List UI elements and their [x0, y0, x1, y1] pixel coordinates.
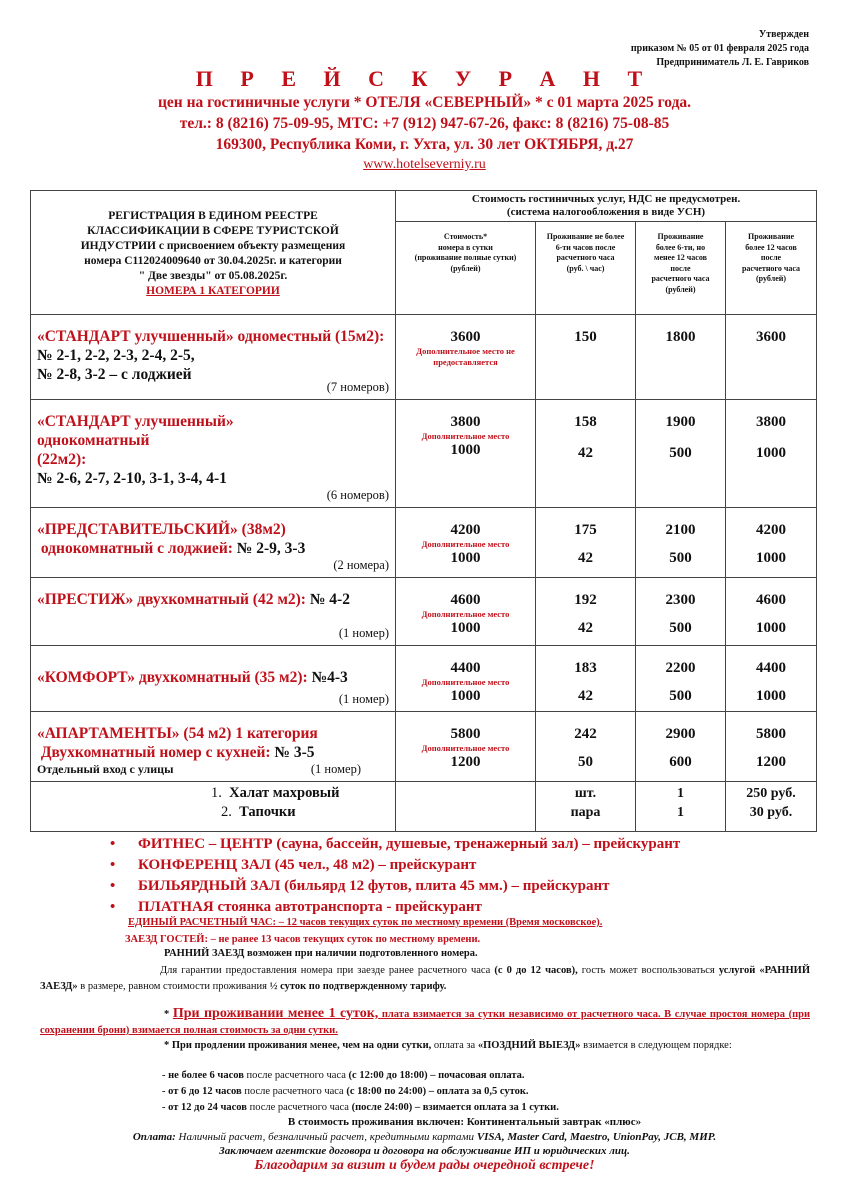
registration-line: КЛАССИФИКАЦИИ В СФЕРЕ ТУРИСТСКОЙ [87, 225, 339, 237]
room-numbers: № 3-5 [274, 744, 315, 761]
price-daily [396, 712, 536, 782]
addon-qty: 1 [677, 805, 684, 820]
table-row [31, 315, 817, 400]
tier-item [162, 1068, 849, 1084]
less-than-day-rule [40, 1006, 810, 1039]
price-value: 3800 [450, 414, 481, 430]
price-hourly [536, 646, 636, 712]
extra-price: 1000 [756, 445, 786, 461]
tier-bold: (с 12:00 до 18:00) – почасовая оплата. [348, 1070, 525, 1081]
col-line: расчетного часа [651, 274, 710, 283]
col-line: (рублей) [450, 263, 481, 273]
room-name: «ПРЕСТИЖ» двухкомнатный (42 м2): [37, 591, 306, 608]
price-hourly [536, 578, 636, 646]
tier-bold: - от 12 до 24 часов [162, 1102, 247, 1113]
room-name: «ПРЕДСТАВИТЕЛЬСКИЙ» (38м2) [37, 521, 286, 538]
room-numbers: № 2-9, 3-3 [236, 540, 306, 557]
col-line: (рублей) [756, 274, 787, 283]
extra-price: 1000 [450, 688, 481, 704]
price-value: 5800 [450, 726, 481, 742]
price-hourly: 150 [536, 315, 636, 400]
agent-contracts-note: Заключаем агентские договора и договора на обслуживание ИП и юридических лиц. [219, 1145, 630, 1157]
column-header-6-12h [636, 222, 726, 315]
approval-title: Утвержден [758, 29, 809, 40]
table-row [31, 578, 817, 646]
extra-price: 1200 [450, 754, 481, 770]
price-value: 2100 [665, 522, 696, 538]
service-item-parking: • ПЛАТНАЯ стоянка автотранспорта - прейскурант [110, 897, 680, 918]
text: услугой «РАННИЙ ЗАЕЗД» [40, 965, 810, 992]
table-header-row [31, 191, 817, 222]
payment-text: Наличный расчет, безналичный расчет, кредитными картами [175, 1131, 477, 1143]
room-count: (1 номер) [338, 626, 389, 640]
tier-text: после расчетного часа [246, 1102, 352, 1113]
tier-bold: - от 6 до 12 часов [162, 1086, 242, 1097]
extra-bed-label: Дополнительное место [421, 677, 510, 687]
payment-cards: VISA, Master Card, Maestro, UnionPay, JCB, МИР. [476, 1131, 717, 1143]
col-line: после [670, 263, 691, 273]
column-header-hourly [536, 222, 636, 315]
column-header-daily [396, 222, 536, 315]
room-area: (22м2): [37, 451, 87, 468]
contact-phones: тел.: 8 (8216) 75-09-95, МТС: +7 (912) 947-67-26, факс: 8 (8216) 75-08-85 [179, 115, 670, 132]
addon-index: 2. [221, 804, 232, 820]
price-daily [396, 400, 536, 508]
room-count: (1 номер) [338, 692, 389, 706]
room-numbers: № 2-8, 3-2 – с лоджией [37, 366, 192, 383]
room-prestige [31, 578, 396, 646]
price-value: 4600 [756, 592, 786, 608]
addon-qty: 1 [677, 786, 684, 801]
room-note: Отдельный вход с улицы [37, 762, 174, 776]
room-name: «АПАРТАМЕНТЫ» (54 м2) 1 категория [37, 725, 318, 742]
price-6-12h [636, 508, 726, 578]
table-row [31, 646, 817, 712]
less-than-day-lead: При проживании менее 1 суток, [172, 1006, 379, 1021]
room-name: «СТАНДАРТ улучшенный» одноместный (15м2): [37, 328, 385, 345]
approval-stamp [631, 28, 809, 70]
text: взимается в следующем порядке: [580, 1040, 732, 1051]
price-value: 183 [574, 660, 597, 676]
text: «ПОЗДНИЙ ВЫЕЗД» [477, 1040, 581, 1051]
late-checkout-rule [40, 1038, 810, 1054]
document-header [0, 66, 849, 175]
checkout-hour: ЕДИНЫЙ РАСЧЕТНЫЙ ЧАС: – 12 часов текущих суток по местному времени (Время московское). [128, 917, 603, 928]
room-standard-single [31, 315, 396, 400]
price-value: 1900 [665, 414, 696, 430]
room-numbers: № 2-6, 2-7, 2-10, 3-1, 3-4, 4-1 [37, 470, 227, 487]
room-type: однокомнатный с лоджией: [40, 540, 233, 557]
price-12h-plus [726, 646, 817, 712]
late-checkout-tiers [162, 1068, 849, 1116]
document-subtitle: цен на гостиничные услуги * ОТЕЛЯ «СЕВЕРНЫЙ» * с 01 марта 2025 года. [157, 94, 692, 111]
room-type: однокомнатный [37, 432, 150, 449]
addon-prices [726, 782, 817, 832]
price-daily [396, 508, 536, 578]
text: гость может воспользоваться [577, 965, 719, 976]
col-line: номера в сутки [438, 242, 493, 252]
room-count: (2 номера) [333, 558, 389, 572]
price-hourly [536, 712, 636, 782]
price-value: 158 [574, 414, 597, 430]
service-item-conference: • КОНФЕРЕНЦ ЗАЛ (45 чел., 48 м2) – прейскурант [110, 855, 680, 876]
price-12h-plus [726, 508, 817, 578]
addon-units [536, 782, 636, 832]
registration-info [31, 191, 396, 315]
addon-name: Халат махровый [229, 785, 340, 801]
addon-empty-cell [396, 782, 536, 832]
extra-price: 1000 [450, 442, 481, 458]
extra-price: 600 [669, 754, 692, 770]
col-line: более 6-ти, но [655, 242, 706, 252]
price-12h-plus [726, 578, 817, 646]
price-value: 3800 [756, 414, 786, 430]
asterisk: * [164, 1009, 173, 1020]
price-6-12h [636, 400, 726, 508]
early-checkin-text: возможен при наличии подготовленного номера. [244, 948, 478, 959]
service-item-billiards: • БИЛЬЯРДНЫЙ ЗАЛ (бильярд 12 футов, плита 45 мм.) – прейскурант [110, 876, 680, 897]
col-line: Стоимость* [443, 232, 488, 241]
room-representative [31, 508, 396, 578]
approval-signatory: Предприниматель Л. Е. Гавриков [656, 57, 809, 68]
col-line: (руб. \ час) [566, 263, 605, 273]
room-count: (7 номеров) [326, 380, 389, 394]
price-value: 4200 [756, 522, 786, 538]
extra-price: 42 [578, 620, 593, 636]
col-line: (рублей) [665, 284, 696, 294]
text: оплата за [431, 1040, 478, 1051]
addon-name: Тапочки [239, 804, 296, 820]
extra-bed-label: Дополнительное место [421, 609, 510, 619]
col-line: Проживание [657, 232, 704, 241]
extra-price: 500 [669, 445, 692, 461]
less-than-day-text: плата взимается за сутки независимо от расчетного часа. В случае простоя номера (при сохранении брони) взимается полная стоимость за одни сутки. [40, 1009, 811, 1036]
addon-unit: шт. [574, 786, 597, 801]
thank-you-message: Благодарим за визит и будем рады очередной встрече! [254, 1158, 595, 1173]
addon-price: 30 руб. [749, 805, 793, 820]
tier-text: после расчетного часа [241, 1086, 347, 1097]
tier-item [162, 1084, 849, 1100]
breakfast-note: В стоимость проживания включен: Континентальный завтрак «плюс» [287, 1116, 642, 1128]
price-value: 4400 [756, 660, 786, 676]
early-checkin-note [164, 948, 849, 959]
addons-row [31, 782, 817, 832]
extra-price: 42 [578, 445, 593, 461]
price-value: 2300 [665, 592, 696, 608]
text: в размере, равном стоимости проживания [77, 981, 270, 992]
price-value: 4400 [450, 660, 481, 676]
extra-bed-label: Дополнительное место [421, 431, 510, 441]
room-name: «КОМФОРТ» двухкомнатный (35 м2): [37, 669, 308, 686]
price-6-12h [636, 646, 726, 712]
tier-text: после расчетного часа [243, 1070, 349, 1081]
room-standard-one-room [31, 400, 396, 508]
price-12h-plus: 3600 [726, 315, 817, 400]
price-value: 2900 [665, 726, 696, 742]
col-line: 6-ти часов после [555, 242, 616, 252]
price-6-12h [636, 578, 726, 646]
early-checkin-label: РАННИЙ ЗАЕЗД [164, 948, 245, 959]
early-checkin-guarantee [40, 963, 810, 995]
text: Для гарантии предоставления номера при заезде ранее расчетного часа [160, 965, 495, 976]
room-type: Двухкомнатный номер с кухней: [40, 744, 271, 761]
col-line: Проживание не более [546, 232, 625, 241]
tier-bold: - не более 6 часов [162, 1070, 244, 1081]
approval-order: приказом № 05 от 01 февраля 2025 года [630, 43, 809, 54]
extra-price: 1000 [450, 620, 481, 636]
cost-header-line: (система налогообложения в виде УСН) [506, 206, 706, 218]
tier-bold: (с 18:00 по 24:00) – оплата за 0,5 суток. [346, 1086, 529, 1097]
checkin-time: ЗАЕЗД ГОСТЕЙ: – не ранее 13 часов текущих суток по местному времени. [125, 934, 481, 945]
price-value: 2200 [665, 660, 696, 676]
cost-header [396, 191, 817, 222]
extra-price: 1000 [450, 550, 481, 566]
room-count: (6 номеров) [326, 488, 389, 502]
room-count: (1 номер) [310, 762, 361, 776]
extra-bed-label: Дополнительное место [421, 539, 510, 549]
extra-price: 50 [578, 754, 593, 770]
price-daily [396, 315, 536, 400]
addon-names [31, 782, 396, 832]
price-6-12h: 1800 [636, 315, 726, 400]
extra-price: 42 [578, 550, 593, 566]
addon-price: 250 руб. [746, 786, 796, 801]
extra-price: 500 [669, 550, 692, 566]
addon-index: 1. [211, 785, 222, 801]
price-daily [396, 578, 536, 646]
price-hourly [536, 400, 636, 508]
extra-bed-label: Дополнительное место [421, 743, 510, 753]
price-value: 175 [574, 522, 597, 538]
extra-price: 42 [578, 688, 593, 704]
table-row [31, 400, 817, 508]
category-label: НОМЕРА 1 КАТЕГОРИИ [146, 285, 280, 297]
table-row [31, 508, 817, 578]
extra-price: 500 [669, 620, 692, 636]
price-6-12h [636, 712, 726, 782]
website-link[interactable]: www.hotelseverniy.ru [363, 157, 486, 172]
services-list [110, 834, 680, 918]
price-table [30, 190, 817, 832]
room-numbers: № 4-2 [309, 591, 350, 608]
registration-line: " Две звезды" от 05.08.2025г. [138, 270, 288, 282]
price-value: 4600 [450, 592, 481, 608]
col-line: после [760, 253, 782, 262]
cost-header-line: Стоимость гостиничных услуг, НДС не предусмотрен. [471, 193, 741, 205]
col-line: более 12 часов [745, 242, 797, 252]
extra-bed-label: Дополнительное место не предоставляется [416, 346, 515, 367]
price-value: 192 [574, 592, 597, 608]
tier-bold: (после 24:00) – взимается оплата за 1 сутки. [351, 1102, 559, 1113]
price-value: 5800 [756, 726, 786, 742]
col-line: (проживание полные сутки) [414, 253, 517, 262]
document-title: П Р Е Й С К У Р А Н Т [195, 66, 654, 91]
col-line: менее 12 часов [654, 253, 707, 262]
addon-quantities [636, 782, 726, 832]
col-line: Проживание [748, 232, 794, 241]
price-value: 4200 [450, 522, 481, 538]
room-comfort [31, 646, 396, 712]
price-12h-plus [726, 712, 817, 782]
extra-price: 500 [669, 688, 692, 704]
col-line: расчетного часа [741, 263, 801, 273]
price-daily [396, 646, 536, 712]
room-name: «СТАНДАРТ улучшенный» [37, 413, 234, 430]
extra-price: 1200 [756, 754, 786, 770]
payment-label: Оплата: [132, 1131, 176, 1143]
service-item-fitness: • ФИТНЕС – ЦЕНТР (сауна, бассейн, душевые, тренажерный зал) – прейскурант [110, 834, 680, 855]
extra-price: 1000 [756, 550, 786, 566]
hotel-address: 169300, Республика Коми, г. Ухта, ул. 30 лет ОКТЯБРЯ, д.27 [215, 136, 634, 153]
price-12h-plus [726, 400, 817, 508]
addon-unit: пара [570, 805, 601, 820]
room-apartments [31, 712, 396, 782]
column-header-12h-plus [726, 222, 817, 315]
room-numbers: № 2-1, 2-2, 2-3, 2-4, 2-5, [37, 347, 195, 364]
extra-price: 1000 [756, 620, 786, 636]
text: ½ суток по подтвержденному тарифу. [269, 981, 447, 992]
price-value: 3600 [450, 329, 481, 345]
table-row [31, 712, 817, 782]
col-line: расчетного часа [556, 253, 615, 262]
text: * При продлении проживания менее, чем на одни сутки, [164, 1040, 432, 1051]
registration-line: номера С112024009640 от 30.04.2025г. и категории [84, 255, 342, 267]
price-value: 242 [574, 726, 597, 742]
registration-line: ИНДУСТРИИ с присвоением объекту размещения [80, 240, 346, 252]
registration-line: РЕГИСТРАЦИЯ В ЕДИНОМ РЕЕСТРЕ [108, 210, 318, 222]
room-numbers: №4-3 [311, 669, 348, 686]
price-hourly [536, 508, 636, 578]
extra-price: 1000 [756, 688, 786, 704]
text: (с 0 до 12 часов), [494, 965, 578, 976]
